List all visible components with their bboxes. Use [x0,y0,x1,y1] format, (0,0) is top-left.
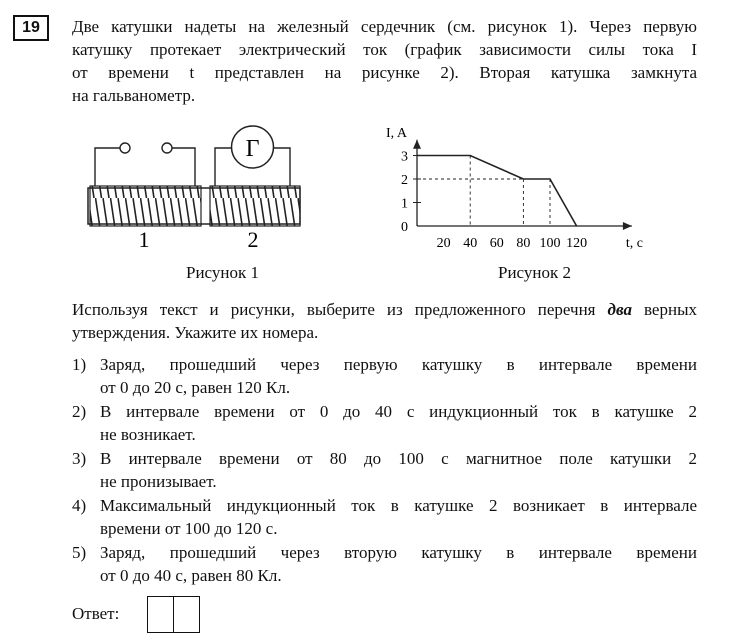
option-number: 5) [72,543,87,562]
option-item [72,541,697,587]
answer-cell-2[interactable] [173,596,200,633]
x-axis-arrow [623,222,632,230]
option-number: 3) [72,449,87,468]
x-tick-label: 100 [539,236,561,251]
option-item [72,494,697,540]
task-number: 19 [13,15,49,41]
option-line: от 0 до 20 с, равен 120 Кл. [100,378,291,397]
intro-line: от времени t представлен на рисунке 2). Вторая катушка замкнута [72,63,697,82]
figure-current-graph [370,118,644,258]
instruction-emphasis: два [607,300,632,319]
option-item [72,353,697,399]
option-line: Заряд, прошедший через вторую катушку в интервале времени [100,543,697,562]
figure-1-caption: Рисунок 1 [186,263,259,282]
coil-2-wire-left [215,148,232,186]
option-text [100,447,697,493]
y-tick-label: 3 [401,149,408,165]
intro-line: Две катушки надеты на железный сердечник (см. рисунок 1). Через первую [72,17,697,36]
option-line: времени от 100 до 120 с. [100,519,278,538]
terminal-right [162,143,172,153]
option-number: 2) [72,402,87,421]
figure-coils [80,118,310,253]
x-tick-label: 20 [436,236,451,251]
coil-2-wire-right [273,148,290,186]
coil-1-label: 1 [138,227,150,252]
task-instruction [72,298,697,344]
x-tick-label: 60 [489,236,504,251]
y-tick-label: 1 [401,196,408,212]
figure-2-caption: Рисунок 2 [498,263,571,282]
instruction-line: Используя текст и рисунки, выберите из предложенного перечня два верных [72,300,697,319]
option-text [100,353,697,399]
x-axis-label: t, с [625,236,644,251]
option-line: Заряд, прошедший через первую катушку в интервале времени [100,355,697,374]
instruction-line: утверждения. Укажите их номера. [72,323,319,342]
x-tick-label: 40 [463,236,478,251]
option-line: В интервале времени от 80 до 100 с магнитное поле катушки 2 [100,449,697,468]
option-number: 1) [72,355,87,374]
y-tick-label: 0 [401,220,408,235]
coil-2-label: 2 [247,227,259,252]
coil-1 [90,186,201,226]
answer-label: Ответ: [72,604,120,623]
x-tick-label: 80 [516,236,531,251]
galvanometer-label: Г [245,136,260,162]
option-line: не возникает. [100,425,196,444]
coil-2 [210,186,300,226]
task-intro [72,15,697,107]
chart-area [386,126,643,251]
option-line: не пронизывает. [100,472,217,491]
option-text [100,494,697,540]
x-tick-label: 120 [566,236,588,251]
terminal-left [120,143,130,153]
y-tick-label: 2 [401,173,408,188]
intro-line: катушку протекает электрический ток (график зависимости силы тока I [72,40,697,59]
option-line: Максимальный индукционный ток в катушке 2 возникает в интервале [100,496,697,515]
series-line [417,156,577,227]
option-item [72,400,697,446]
option-number: 4) [72,496,87,515]
y-axis-arrow [413,140,421,149]
option-text [100,400,697,446]
coil-1-wire-right [172,148,195,186]
option-item [72,447,697,493]
option-text [100,541,697,587]
option-line: В интервале времени от 0 до 40 с индукционный ток в катушке 2 [100,402,697,421]
coil-1-wire-left [95,148,120,186]
y-axis-label: I, A [386,126,407,141]
options-list [72,353,697,588]
option-line: от 0 до 40 с, равен 80 Кл. [100,566,282,585]
answer-cell-1[interactable] [147,596,174,633]
intro-line: на гальванометр. [72,86,196,105]
